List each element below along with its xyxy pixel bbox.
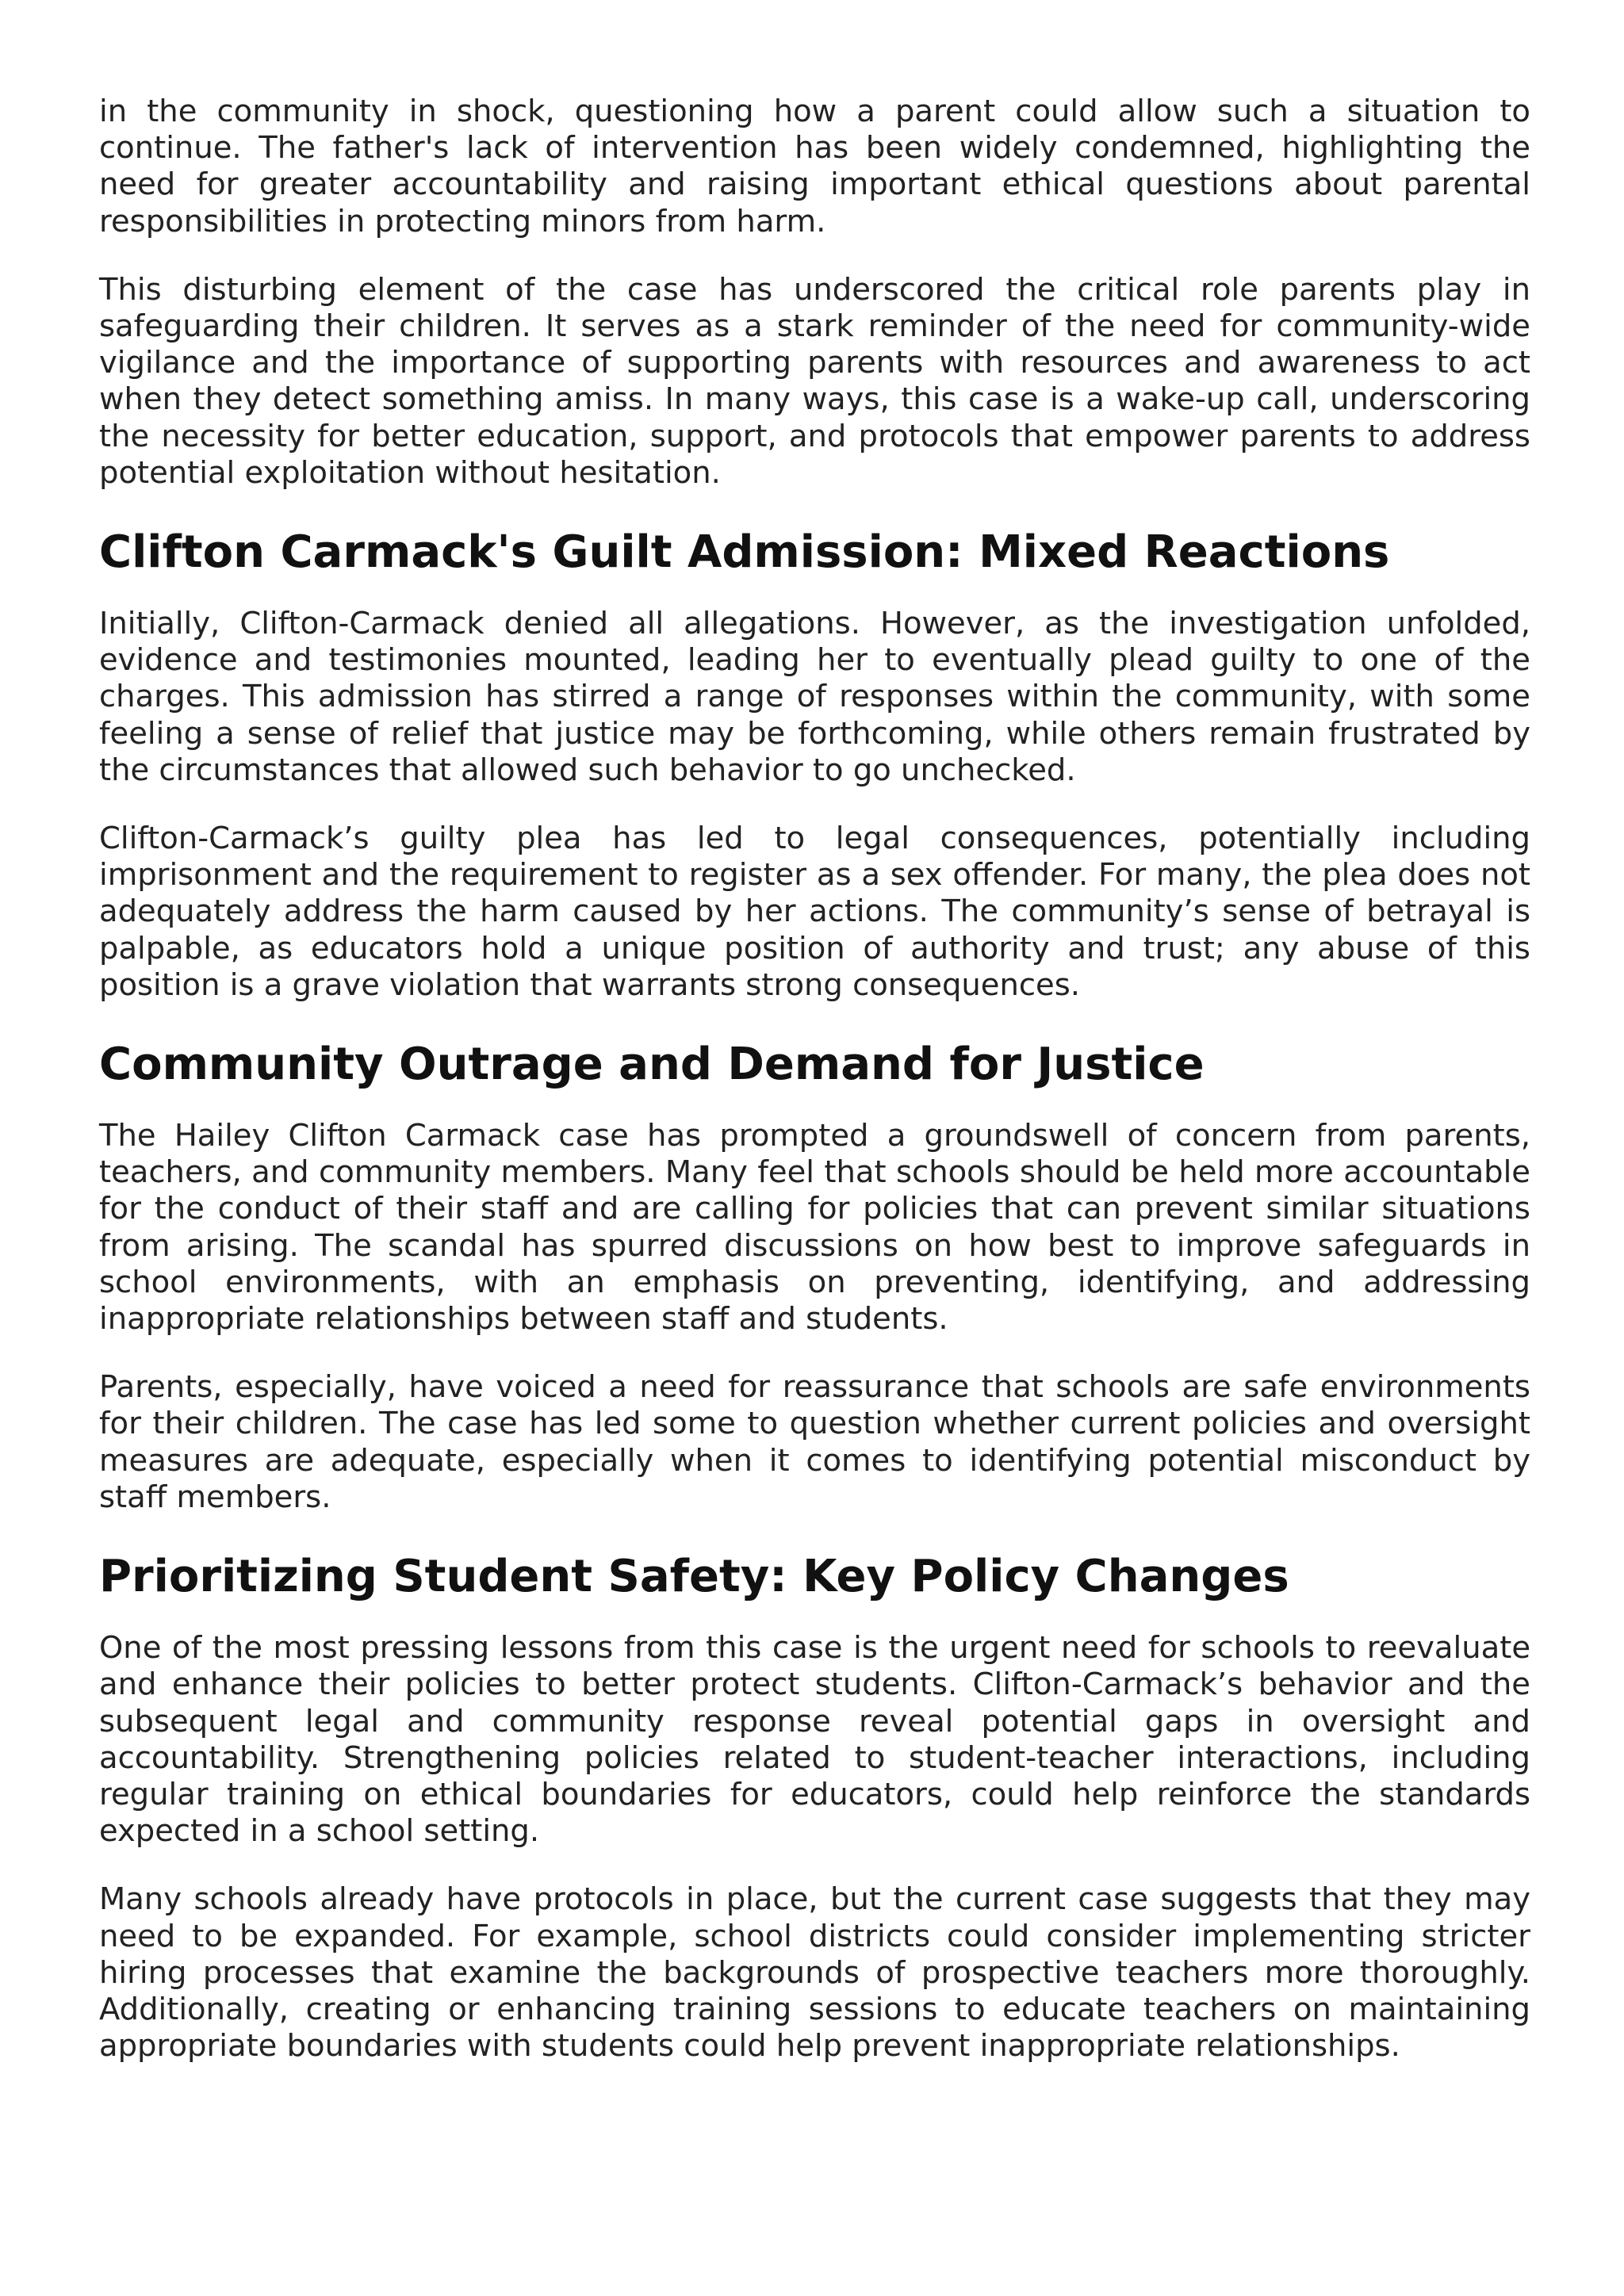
section-paragraph: The Hailey Clifton Carmack case has prompted a groundswell of concern from parents, teachers, and community members. Many feel that schools should be held more accountable for the conduct of their staff and are calling for policies that can prevent similar situations from arising. The scandal has spurred discussions on how best to improve safeguards in school environments, with an emphasis on preventing, identifying, and addressing inappropriate relationships between staff and students.: [99, 1118, 1530, 1337]
section-heading-community-outrage: Community Outrage and Demand for Justice: [99, 1039, 1205, 1091]
intro-paragraph: This disturbing element of the case has underscored the critical role parents play in safeguarding their children. It serves as a stark reminder of the need for community-wide vigilance and the importance of supporting parents with resources and awareness to act when they detect something amiss. In many ways, this case is a wake-up call, underscoring the necessity for better education, support, and protocols that empower parents to address potential exploitation without hesitation.: [99, 271, 1530, 491]
section-paragraph: Many schools already have protocols in place, but the current case suggests that they may need to be expanded. For example, school districts could consider implementing stricter hiring processes that examine the backgrounds of prospective teachers more thoroughly. Additionally, creating or enhancing training sessions to educate teachers on maintaining appropriate boundaries with students could help prevent inappropriate relationships.: [99, 1881, 1530, 2064]
section-heading-guilt-admission: Clifton Carmack's Guilt Admission: Mixed Reactions: [99, 526, 1390, 579]
intro-paragraph: in the community in shock, questioning how a parent could allow such a situation to continue. The father's lack of intervention has been widely condemned, highlighting the need for greater accountability and raising important ethical questions about parental responsibilities in protecting minors from harm.: [99, 94, 1530, 239]
section-paragraph: Initially, Clifton-Carmack denied all allegations. However, as the investigation unfolded, evidence and testimonies mounted, leading her to eventually plead guilty to one of the charges. This admission has stirred a range of responses within the community, with some feeling a sense of relief that justice may be forthcoming, while others remain frustrated by the circumstances that allowed such behavior to go unchecked.: [99, 606, 1530, 788]
article-page: [99, 94, 1530, 2096]
section-paragraph: Parents, especially, have voiced a need for reassurance that schools are safe environments for their children. The case has led some to question whether current policies and oversight measures are adequate, especially when it comes to identifying potential misconduct by staff members.: [99, 1369, 1530, 1515]
section-heading-student-safety: Prioritizing Student Safety: Key Policy Changes: [99, 1551, 1289, 1603]
section-paragraph: Clifton-Carmack’s guilty plea has led to legal consequences, potentially including imprisonment and the requirement to register as a sex offender. For many, the plea does not adequately address the harm caused by her actions. The community’s sense of betrayal is palpable, as educators hold a unique position of authority and trust; any abuse of this position is a grave violation that warrants strong consequences.: [99, 821, 1530, 1003]
section-paragraph: One of the most pressing lessons from this case is the urgent need for schools to reevaluate and enhance their policies to better protect students. Clifton-Carmack’s behavior and the subsequent legal and community response reveal potential gaps in oversight and accountability. Strengthening policies related to student-teacher interactions, including regular training on ethical boundaries for educators, could help reinforce the standards expected in a school setting.: [99, 1630, 1530, 1850]
